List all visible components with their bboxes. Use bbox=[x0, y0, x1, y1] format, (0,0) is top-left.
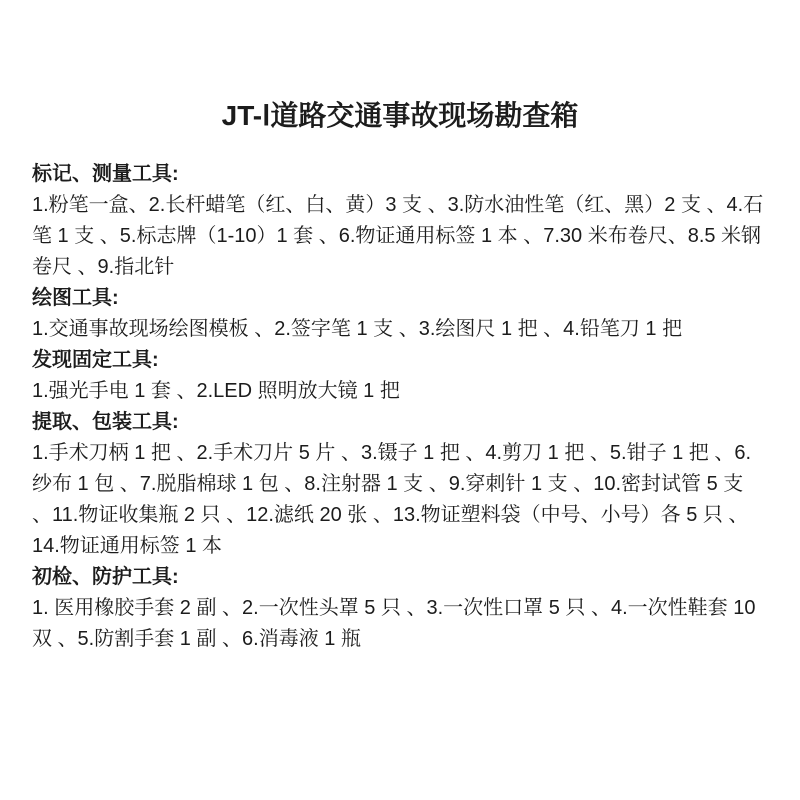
section-heading-extraction-packing: 提取、包装工具: bbox=[32, 411, 179, 433]
section-heading-drawing: 绘图工具: bbox=[32, 287, 119, 309]
section-content-marking-measuring: 1.粉笔一盒、2.长杆蜡笔（红、白、黄）3 支 、3.防水油性笔（红、黑）2 支 、4.石笔 1 支 、5.标志牌（1-10）1 套 、6.物证通用标签 1 本 、7.30 米布卷尺、8.5 米钢卷尺 、9.指北针 bbox=[32, 194, 764, 278]
section-heading-initial-check-protection: 初检、防护工具: bbox=[32, 566, 179, 588]
section-heading-discovery-fixing: 发现固定工具: bbox=[32, 349, 159, 371]
section-content-drawing: 1.交通事故现场绘图模板 、2.签字笔 1 支 、3.绘图尺 1 把 、4.铅笔刀 1 把 bbox=[32, 318, 683, 340]
section-content-initial-check-protection: 1. 医用橡胶手套 2 副 、2.一次性头罩 5 只 、3.一次性口罩 5 只 、4.一次性鞋套 10 双 、5.防割手套 1 副 、6.消毒液 1 瓶 bbox=[32, 597, 756, 650]
section-heading-marking-measuring: 标记、测量工具: bbox=[32, 163, 179, 185]
section-content-discovery-fixing: 1.强光手电 1 套 、2.LED 照明放大镜 1 把 bbox=[32, 380, 400, 402]
document-title: JT-Ⅰ道路交通事故现场勘查箱 bbox=[221, 100, 579, 131]
section-content-extraction-packing: 1.手术刀柄 1 把 、2.手术刀片 5 片 、3.镊子 1 把 、4.剪刀 1 把 、5.钳子 1 把 、6.纱布 1 包 、7.脱脂棉球 1 包 、8.注射器 1 支 、9.穿刺针 1 支 、10.密封试管 5 支 、11.物证收集瓶 2 只 、12.滤纸 20 张 、13.物证塑料袋（中号、小号）各 5 只 、14.物证通用标签 1 本 bbox=[32, 442, 752, 557]
document-body bbox=[32, 159, 768, 655]
